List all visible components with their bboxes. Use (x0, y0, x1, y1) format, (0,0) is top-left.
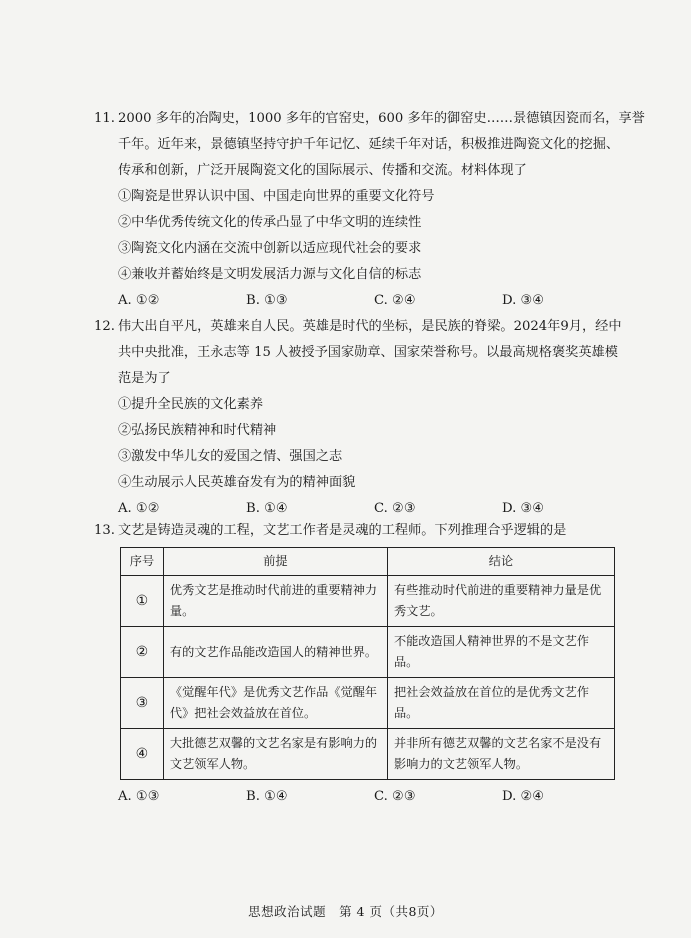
question-11-statement-3: ③陶瓷文化内涵在交流中创新以适应现代社会的要求 (118, 241, 422, 256)
table-row-number: ① (121, 576, 164, 627)
table-row (121, 678, 615, 729)
question-11-stem-line-3: 传承和创新，广泛开展陶瓷文化的国际展示、传播和交流。材料体现了 (118, 163, 527, 178)
table-row-conclusion: 不能改造国人精神世界的不是文艺作品。 (387, 627, 614, 678)
question-11-statement-2: ②中华优秀传统文化的传承凸显了中华文明的连续性 (118, 215, 422, 230)
table-row-premise: 《觉醒年代》是优秀文艺作品《觉醒年代》把社会效益放在首位。 (163, 678, 387, 729)
question-13-logic-table (120, 547, 615, 780)
question-11-choice-a[interactable]: A. ①② (118, 293, 160, 308)
table-row (121, 576, 615, 627)
question-12-choice-c[interactable]: C. ②③ (374, 501, 416, 516)
question-12-stem-line-3: 范是为了 (118, 371, 171, 386)
question-13-choices-block (94, 784, 634, 810)
question-12-stem-line-1: 12. 伟大出自平凡，英雄来自人民。英雄是时代的坐标，是民族的脊梁。2024年9月，经中 (94, 314, 634, 340)
question-13-choices (94, 784, 634, 810)
question-11-statement-1: ①陶瓷是世界认识中国、中国走向世界的重要文化符号 (118, 189, 435, 204)
table-row-number: ③ (121, 678, 164, 729)
question-12-stem-line-2: 共中央批准，王永志等 15 人被授予国家勋章、国家荣誉称号。以最高规格褒奖英雄模 (118, 345, 618, 360)
table-row-number: ④ (121, 729, 164, 780)
question-12-statement-2: ②弘扬民族精神和时代精神 (118, 423, 277, 438)
question-12-number: 12. (94, 319, 115, 334)
question-12-choice-b[interactable]: B. ①④ (246, 501, 288, 516)
question-11-stem-line-2: 千年。近年来，景德镇坚持守护千年记忆、延续千年对话，积极推进陶瓷文化的挖掘、 (118, 137, 620, 152)
question-13-number: 13. (94, 523, 115, 538)
question-12-statement-3: ③激发中华儿女的爱国之情、强国之志 (118, 449, 343, 464)
question-13 (94, 518, 634, 544)
question-11-choice-d[interactable]: D. ③④ (502, 293, 545, 308)
question-11-number: 11. (94, 111, 115, 126)
question-11-choice-b[interactable]: B. ①③ (246, 293, 288, 308)
question-12-statement-1: ①提升全民族的文化素养 (118, 397, 264, 412)
table-row (121, 729, 615, 780)
question-11 (94, 106, 645, 314)
question-12-choice-d[interactable]: D. ③④ (502, 501, 545, 516)
table-row-conclusion: 有些推动时代前进的重要精神力量是优秀文艺。 (387, 576, 614, 627)
question-13-choice-a[interactable]: A. ①③ (118, 789, 160, 804)
table-row-premise: 大批德艺双馨的文艺名家是有影响力的文艺领军人物。 (163, 729, 387, 780)
question-11-stem-line-1: 11. 2000 多年的冶陶史，1000 多年的官窑史，600 多年的御窑史……景德镇因瓷而名，享誉 (94, 106, 634, 132)
table-row-number: ② (121, 627, 164, 678)
table-header-premise: 前提 (163, 548, 387, 576)
question-11-choice-c[interactable]: C. ②④ (374, 293, 416, 308)
table-header-row (121, 548, 615, 576)
question-12 (94, 314, 634, 522)
table-row-premise: 优秀文艺是推动时代前进的重要精神力量。 (163, 576, 387, 627)
question-12-choice-a[interactable]: A. ①② (118, 501, 160, 516)
question-13-choice-d[interactable]: D. ②④ (502, 789, 545, 804)
table-row-conclusion: 并非所有德艺双馨的文艺名家不是没有影响力的文艺领军人物。 (387, 729, 614, 780)
question-13-choice-b[interactable]: B. ①④ (246, 789, 288, 804)
question-13-choice-c[interactable]: C. ②③ (374, 789, 416, 804)
question-11-choices (94, 288, 634, 314)
table-header-number: 序号 (121, 548, 164, 576)
question-11-statement-4: ④兼收并蓄始终是文明发展活力源与文化自信的标志 (118, 267, 422, 282)
question-12-statement-4: ④生动展示人民英雄奋发有为的精神面貌 (118, 475, 356, 490)
table-header-conclusion: 结论 (387, 548, 614, 576)
table-row (121, 627, 615, 678)
table-row-conclusion: 把社会效益放在首位的是优秀文艺作品。 (387, 678, 614, 729)
table-row-premise: 有的文艺作品能改造国人的精神世界。 (163, 627, 387, 678)
page-footer: 思想政治试题 第 4 页（共8页） (248, 904, 443, 919)
question-13-stem-line-1: 13. 文艺是铸造灵魂的工程，文艺工作者是灵魂的工程师。下列推理合乎逻辑的是 (94, 518, 634, 544)
